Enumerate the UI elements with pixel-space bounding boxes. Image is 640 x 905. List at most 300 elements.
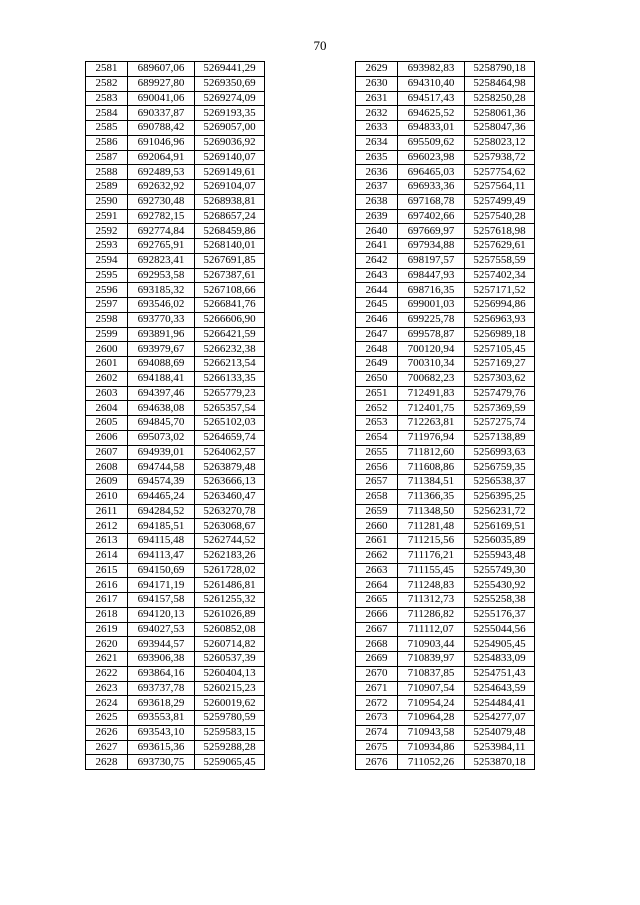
x-coordinate-cell: 694115,48 bbox=[128, 534, 195, 549]
point-number-cell: 2653 bbox=[356, 416, 398, 431]
y-coordinate-cell: 5254905,45 bbox=[465, 637, 535, 652]
table-row bbox=[356, 268, 535, 283]
x-coordinate-cell: 710839,97 bbox=[398, 652, 465, 667]
y-coordinate-cell: 5262744,52 bbox=[195, 534, 265, 549]
point-number-cell: 2588 bbox=[86, 165, 128, 180]
y-coordinate-cell: 5256169,51 bbox=[465, 519, 535, 534]
y-coordinate-cell: 5257558,59 bbox=[465, 253, 535, 268]
y-coordinate-cell: 5254643,59 bbox=[465, 681, 535, 696]
point-number-cell: 2584 bbox=[86, 106, 128, 121]
y-coordinate-cell: 5266232,38 bbox=[195, 342, 265, 357]
y-coordinate-cell: 5253984,11 bbox=[465, 740, 535, 755]
x-coordinate-cell: 694284,52 bbox=[128, 504, 195, 519]
x-coordinate-cell: 693770,33 bbox=[128, 312, 195, 327]
table-row bbox=[86, 283, 265, 298]
table-row bbox=[86, 209, 265, 224]
x-coordinate-cell: 710934,86 bbox=[398, 740, 465, 755]
x-coordinate-cell: 694310,40 bbox=[398, 76, 465, 91]
point-number-cell: 2662 bbox=[356, 548, 398, 563]
y-coordinate-cell: 5260215,23 bbox=[195, 681, 265, 696]
x-coordinate-cell: 712491,83 bbox=[398, 386, 465, 401]
table-row bbox=[356, 194, 535, 209]
point-number-cell: 2611 bbox=[86, 504, 128, 519]
point-number-cell: 2589 bbox=[86, 180, 128, 195]
x-coordinate-cell: 710903,44 bbox=[398, 637, 465, 652]
point-number-cell: 2647 bbox=[356, 327, 398, 342]
point-number-cell: 2656 bbox=[356, 460, 398, 475]
table-row bbox=[356, 209, 535, 224]
point-number-cell: 2597 bbox=[86, 298, 128, 313]
y-coordinate-cell: 5256538,37 bbox=[465, 475, 535, 490]
y-coordinate-cell: 5255430,92 bbox=[465, 578, 535, 593]
y-coordinate-cell: 5259780,59 bbox=[195, 711, 265, 726]
point-number-cell: 2651 bbox=[356, 386, 398, 401]
y-coordinate-cell: 5264062,57 bbox=[195, 445, 265, 460]
point-number-cell: 2623 bbox=[86, 681, 128, 696]
table-row bbox=[356, 283, 535, 298]
y-coordinate-cell: 5254833,09 bbox=[465, 652, 535, 667]
point-number-cell: 2591 bbox=[86, 209, 128, 224]
point-number-cell: 2661 bbox=[356, 534, 398, 549]
point-number-cell: 2673 bbox=[356, 711, 398, 726]
y-coordinate-cell: 5268657,24 bbox=[195, 209, 265, 224]
point-number-cell: 2586 bbox=[86, 135, 128, 150]
y-coordinate-cell: 5265779,23 bbox=[195, 386, 265, 401]
y-coordinate-cell: 5266213,54 bbox=[195, 357, 265, 372]
x-coordinate-cell: 710964,28 bbox=[398, 711, 465, 726]
y-coordinate-cell: 5255176,37 bbox=[465, 607, 535, 622]
point-number-cell: 2610 bbox=[86, 489, 128, 504]
table-row bbox=[356, 519, 535, 534]
x-coordinate-cell: 694833,01 bbox=[398, 121, 465, 136]
point-number-cell: 2635 bbox=[356, 150, 398, 165]
table-row bbox=[86, 755, 265, 770]
point-number-cell: 2642 bbox=[356, 253, 398, 268]
point-number-cell: 2599 bbox=[86, 327, 128, 342]
x-coordinate-cell: 696023,98 bbox=[398, 150, 465, 165]
table-row bbox=[86, 371, 265, 386]
table-row bbox=[356, 62, 535, 77]
table-row bbox=[356, 489, 535, 504]
table-row bbox=[86, 504, 265, 519]
table-row bbox=[356, 430, 535, 445]
y-coordinate-cell: 5269149,61 bbox=[195, 165, 265, 180]
point-number-cell: 2630 bbox=[356, 76, 398, 91]
point-number-cell: 2590 bbox=[86, 194, 128, 209]
point-number-cell: 2643 bbox=[356, 268, 398, 283]
y-coordinate-cell: 5266841,76 bbox=[195, 298, 265, 313]
x-coordinate-cell: 712401,75 bbox=[398, 401, 465, 416]
table-row bbox=[86, 519, 265, 534]
table-row bbox=[86, 430, 265, 445]
point-number-cell: 2604 bbox=[86, 401, 128, 416]
point-number-cell: 2672 bbox=[356, 696, 398, 711]
x-coordinate-cell: 697402,66 bbox=[398, 209, 465, 224]
x-coordinate-cell: 697669,97 bbox=[398, 224, 465, 239]
table-row bbox=[356, 180, 535, 195]
x-coordinate-cell: 693543,10 bbox=[128, 725, 195, 740]
point-number-cell: 2645 bbox=[356, 298, 398, 313]
x-coordinate-cell: 692064,91 bbox=[128, 150, 195, 165]
y-coordinate-cell: 5257479,76 bbox=[465, 386, 535, 401]
y-coordinate-cell: 5257754,62 bbox=[465, 165, 535, 180]
x-coordinate-cell: 711155,45 bbox=[398, 563, 465, 578]
y-coordinate-cell: 5263270,78 bbox=[195, 504, 265, 519]
x-coordinate-cell: 697934,88 bbox=[398, 239, 465, 254]
x-coordinate-cell: 694185,51 bbox=[128, 519, 195, 534]
table-row bbox=[86, 76, 265, 91]
x-coordinate-cell: 693864,16 bbox=[128, 666, 195, 681]
x-coordinate-cell: 698197,57 bbox=[398, 253, 465, 268]
x-coordinate-cell: 692823,41 bbox=[128, 253, 195, 268]
x-coordinate-cell: 693979,67 bbox=[128, 342, 195, 357]
table-row bbox=[356, 622, 535, 637]
table-row bbox=[86, 135, 265, 150]
y-coordinate-cell: 5265357,54 bbox=[195, 401, 265, 416]
table-row bbox=[356, 652, 535, 667]
point-number-cell: 2608 bbox=[86, 460, 128, 475]
table-row bbox=[356, 578, 535, 593]
point-number-cell: 2627 bbox=[86, 740, 128, 755]
x-coordinate-cell: 711112,07 bbox=[398, 622, 465, 637]
x-coordinate-cell: 696933,36 bbox=[398, 180, 465, 195]
x-coordinate-cell: 710943,58 bbox=[398, 725, 465, 740]
point-number-cell: 2606 bbox=[86, 430, 128, 445]
x-coordinate-cell: 689607,06 bbox=[128, 62, 195, 77]
x-coordinate-cell: 694027,53 bbox=[128, 622, 195, 637]
x-coordinate-cell: 692730,48 bbox=[128, 194, 195, 209]
table-row bbox=[356, 253, 535, 268]
point-number-cell: 2658 bbox=[356, 489, 398, 504]
point-number-cell: 2650 bbox=[356, 371, 398, 386]
table-row bbox=[356, 386, 535, 401]
table-row bbox=[356, 637, 535, 652]
point-number-cell: 2669 bbox=[356, 652, 398, 667]
y-coordinate-cell: 5256035,89 bbox=[465, 534, 535, 549]
table-row bbox=[356, 696, 535, 711]
table-row bbox=[86, 401, 265, 416]
y-coordinate-cell: 5257303,62 bbox=[465, 371, 535, 386]
point-number-cell: 2613 bbox=[86, 534, 128, 549]
y-coordinate-cell: 5269193,35 bbox=[195, 106, 265, 121]
x-coordinate-cell: 710954,24 bbox=[398, 696, 465, 711]
y-coordinate-cell: 5260852,08 bbox=[195, 622, 265, 637]
x-coordinate-cell: 693553,81 bbox=[128, 711, 195, 726]
y-coordinate-cell: 5257938,72 bbox=[465, 150, 535, 165]
point-number-cell: 2633 bbox=[356, 121, 398, 136]
x-coordinate-cell: 697168,78 bbox=[398, 194, 465, 209]
point-number-cell: 2600 bbox=[86, 342, 128, 357]
table-row bbox=[356, 725, 535, 740]
point-number-cell: 2620 bbox=[86, 637, 128, 652]
table-row bbox=[356, 711, 535, 726]
x-coordinate-cell: 694157,58 bbox=[128, 593, 195, 608]
table-row bbox=[356, 740, 535, 755]
y-coordinate-cell: 5266606,90 bbox=[195, 312, 265, 327]
x-coordinate-cell: 694625,52 bbox=[398, 106, 465, 121]
x-coordinate-cell: 711248,83 bbox=[398, 578, 465, 593]
x-coordinate-cell: 692489,53 bbox=[128, 165, 195, 180]
y-coordinate-cell: 5253870,18 bbox=[465, 755, 535, 770]
table-row bbox=[86, 180, 265, 195]
table-row bbox=[86, 666, 265, 681]
table-row bbox=[356, 460, 535, 475]
point-number-cell: 2671 bbox=[356, 681, 398, 696]
table-row bbox=[86, 445, 265, 460]
point-number-cell: 2587 bbox=[86, 150, 128, 165]
point-number-cell: 2676 bbox=[356, 755, 398, 770]
y-coordinate-cell: 5261728,02 bbox=[195, 563, 265, 578]
point-number-cell: 2628 bbox=[86, 755, 128, 770]
y-coordinate-cell: 5261026,89 bbox=[195, 607, 265, 622]
x-coordinate-cell: 692632,92 bbox=[128, 180, 195, 195]
table-row bbox=[86, 696, 265, 711]
table-row bbox=[86, 106, 265, 121]
point-number-cell: 2663 bbox=[356, 563, 398, 578]
point-number-cell: 2615 bbox=[86, 563, 128, 578]
page-number: 70 bbox=[313, 38, 327, 53]
y-coordinate-cell: 5258023,12 bbox=[465, 135, 535, 150]
y-coordinate-cell: 5254751,43 bbox=[465, 666, 535, 681]
table-row bbox=[86, 91, 265, 106]
point-number-cell: 2670 bbox=[356, 666, 398, 681]
point-number-cell: 2649 bbox=[356, 357, 398, 372]
table-row bbox=[86, 622, 265, 637]
y-coordinate-cell: 5257402,34 bbox=[465, 268, 535, 283]
y-coordinate-cell: 5255749,30 bbox=[465, 563, 535, 578]
y-coordinate-cell: 5255258,38 bbox=[465, 593, 535, 608]
x-coordinate-cell: 694150,69 bbox=[128, 563, 195, 578]
x-coordinate-cell: 711215,56 bbox=[398, 534, 465, 549]
y-coordinate-cell: 5257540,28 bbox=[465, 209, 535, 224]
y-coordinate-cell: 5269441,29 bbox=[195, 62, 265, 77]
y-coordinate-cell: 5256231,72 bbox=[465, 504, 535, 519]
point-number-cell: 2675 bbox=[356, 740, 398, 755]
table-row bbox=[86, 652, 265, 667]
y-coordinate-cell: 5257499,49 bbox=[465, 194, 535, 209]
y-coordinate-cell: 5261486,81 bbox=[195, 578, 265, 593]
point-number-cell: 2632 bbox=[356, 106, 398, 121]
table-row bbox=[86, 475, 265, 490]
y-coordinate-cell: 5260714,82 bbox=[195, 637, 265, 652]
table-row bbox=[356, 504, 535, 519]
y-coordinate-cell: 5269057,00 bbox=[195, 121, 265, 136]
point-number-cell: 2616 bbox=[86, 578, 128, 593]
point-number-cell: 2614 bbox=[86, 548, 128, 563]
table-row bbox=[86, 268, 265, 283]
point-number-cell: 2657 bbox=[356, 475, 398, 490]
point-number-cell: 2652 bbox=[356, 401, 398, 416]
table-row bbox=[356, 371, 535, 386]
x-coordinate-cell: 692765,91 bbox=[128, 239, 195, 254]
point-number-cell: 2598 bbox=[86, 312, 128, 327]
y-coordinate-cell: 5256989,18 bbox=[465, 327, 535, 342]
x-coordinate-cell: 693615,36 bbox=[128, 740, 195, 755]
x-coordinate-cell: 711281,48 bbox=[398, 519, 465, 534]
y-coordinate-cell: 5257629,61 bbox=[465, 239, 535, 254]
x-coordinate-cell: 711176,21 bbox=[398, 548, 465, 563]
y-coordinate-cell: 5269140,07 bbox=[195, 150, 265, 165]
x-coordinate-cell: 711812,60 bbox=[398, 445, 465, 460]
x-coordinate-cell: 700682,23 bbox=[398, 371, 465, 386]
x-coordinate-cell: 693944,57 bbox=[128, 637, 195, 652]
table-row bbox=[356, 593, 535, 608]
y-coordinate-cell: 5263068,67 bbox=[195, 519, 265, 534]
point-number-cell: 2596 bbox=[86, 283, 128, 298]
y-coordinate-cell: 5260019,62 bbox=[195, 696, 265, 711]
y-coordinate-cell: 5258061,36 bbox=[465, 106, 535, 121]
table-row bbox=[356, 607, 535, 622]
point-number-cell: 2605 bbox=[86, 416, 128, 431]
table-row bbox=[356, 91, 535, 106]
point-number-cell: 2618 bbox=[86, 607, 128, 622]
y-coordinate-cell: 5263879,48 bbox=[195, 460, 265, 475]
point-number-cell: 2617 bbox=[86, 593, 128, 608]
point-number-cell: 2655 bbox=[356, 445, 398, 460]
table-row bbox=[86, 386, 265, 401]
coordinates-table-left bbox=[85, 61, 265, 770]
table-row bbox=[86, 681, 265, 696]
table-row bbox=[86, 548, 265, 563]
x-coordinate-cell: 690337,87 bbox=[128, 106, 195, 121]
table-row bbox=[86, 194, 265, 209]
y-coordinate-cell: 5264659,74 bbox=[195, 430, 265, 445]
x-coordinate-cell: 694120,13 bbox=[128, 607, 195, 622]
x-coordinate-cell: 710907,54 bbox=[398, 681, 465, 696]
y-coordinate-cell: 5258464,98 bbox=[465, 76, 535, 91]
x-coordinate-cell: 692782,15 bbox=[128, 209, 195, 224]
point-number-cell: 2594 bbox=[86, 253, 128, 268]
point-number-cell: 2636 bbox=[356, 165, 398, 180]
point-number-cell: 2648 bbox=[356, 342, 398, 357]
table-row bbox=[356, 475, 535, 490]
x-coordinate-cell: 698447,93 bbox=[398, 268, 465, 283]
y-coordinate-cell: 5256395,25 bbox=[465, 489, 535, 504]
point-number-cell: 2667 bbox=[356, 622, 398, 637]
y-coordinate-cell: 5267691,85 bbox=[195, 253, 265, 268]
y-coordinate-cell: 5268938,81 bbox=[195, 194, 265, 209]
point-number-cell: 2659 bbox=[356, 504, 398, 519]
table-row bbox=[86, 711, 265, 726]
y-coordinate-cell: 5254484,41 bbox=[465, 696, 535, 711]
y-coordinate-cell: 5257369,59 bbox=[465, 401, 535, 416]
table-row bbox=[356, 312, 535, 327]
point-number-cell: 2612 bbox=[86, 519, 128, 534]
table-row bbox=[86, 637, 265, 652]
table-row bbox=[86, 357, 265, 372]
point-number-cell: 2625 bbox=[86, 711, 128, 726]
table-row bbox=[86, 312, 265, 327]
y-coordinate-cell: 5257138,89 bbox=[465, 430, 535, 445]
point-number-cell: 2629 bbox=[356, 62, 398, 77]
x-coordinate-cell: 692774,84 bbox=[128, 224, 195, 239]
y-coordinate-cell: 5256994,86 bbox=[465, 298, 535, 313]
point-number-cell: 2660 bbox=[356, 519, 398, 534]
point-number-cell: 2582 bbox=[86, 76, 128, 91]
x-coordinate-cell: 699578,87 bbox=[398, 327, 465, 342]
x-coordinate-cell: 694113,47 bbox=[128, 548, 195, 563]
table-row bbox=[356, 755, 535, 770]
point-number-cell: 2624 bbox=[86, 696, 128, 711]
y-coordinate-cell: 5259288,28 bbox=[195, 740, 265, 755]
point-number-cell: 2592 bbox=[86, 224, 128, 239]
x-coordinate-cell: 711312,73 bbox=[398, 593, 465, 608]
y-coordinate-cell: 5263666,13 bbox=[195, 475, 265, 490]
x-coordinate-cell: 692953,58 bbox=[128, 268, 195, 283]
table-row bbox=[86, 342, 265, 357]
x-coordinate-cell: 693737,78 bbox=[128, 681, 195, 696]
x-coordinate-cell: 693618,29 bbox=[128, 696, 195, 711]
y-coordinate-cell: 5254079,48 bbox=[465, 725, 535, 740]
y-coordinate-cell: 5255044,56 bbox=[465, 622, 535, 637]
table-row bbox=[356, 666, 535, 681]
x-coordinate-cell: 694638,08 bbox=[128, 401, 195, 416]
point-number-cell: 2664 bbox=[356, 578, 398, 593]
x-coordinate-cell: 694744,58 bbox=[128, 460, 195, 475]
point-number-cell: 2602 bbox=[86, 371, 128, 386]
table-row bbox=[356, 416, 535, 431]
point-number-cell: 2638 bbox=[356, 194, 398, 209]
table-row bbox=[356, 165, 535, 180]
table-row bbox=[356, 681, 535, 696]
table-row bbox=[86, 298, 265, 313]
table-row bbox=[356, 534, 535, 549]
table-row bbox=[356, 298, 535, 313]
y-coordinate-cell: 5256963,93 bbox=[465, 312, 535, 327]
point-number-cell: 2621 bbox=[86, 652, 128, 667]
x-coordinate-cell: 693730,75 bbox=[128, 755, 195, 770]
y-coordinate-cell: 5260537,39 bbox=[195, 652, 265, 667]
x-coordinate-cell: 695073,02 bbox=[128, 430, 195, 445]
table-row bbox=[356, 150, 535, 165]
table-row bbox=[86, 578, 265, 593]
table-row bbox=[356, 401, 535, 416]
x-coordinate-cell: 690788,42 bbox=[128, 121, 195, 136]
x-coordinate-cell: 693906,38 bbox=[128, 652, 195, 667]
table-row bbox=[356, 548, 535, 563]
y-coordinate-cell: 5269104,07 bbox=[195, 180, 265, 195]
x-coordinate-cell: 711286,82 bbox=[398, 607, 465, 622]
coordinates-table-right bbox=[355, 61, 535, 770]
y-coordinate-cell: 5259065,45 bbox=[195, 755, 265, 770]
y-coordinate-cell: 5260404,13 bbox=[195, 666, 265, 681]
point-number-cell: 2607 bbox=[86, 445, 128, 460]
y-coordinate-cell: 5266421,59 bbox=[195, 327, 265, 342]
table-row bbox=[86, 165, 265, 180]
point-number-cell: 2641 bbox=[356, 239, 398, 254]
point-number-cell: 2619 bbox=[86, 622, 128, 637]
x-coordinate-cell: 696465,03 bbox=[398, 165, 465, 180]
point-number-cell: 2601 bbox=[86, 357, 128, 372]
point-number-cell: 2666 bbox=[356, 607, 398, 622]
y-coordinate-cell: 5258250,28 bbox=[465, 91, 535, 106]
x-coordinate-cell: 694574,39 bbox=[128, 475, 195, 490]
y-coordinate-cell: 5254277,07 bbox=[465, 711, 535, 726]
x-coordinate-cell: 694171,19 bbox=[128, 578, 195, 593]
table-row bbox=[86, 489, 265, 504]
point-number-cell: 2603 bbox=[86, 386, 128, 401]
table-row bbox=[86, 740, 265, 755]
x-coordinate-cell: 711052,26 bbox=[398, 755, 465, 770]
table-row bbox=[356, 106, 535, 121]
y-coordinate-cell: 5259583,15 bbox=[195, 725, 265, 740]
table-row bbox=[86, 253, 265, 268]
point-number-cell: 2654 bbox=[356, 430, 398, 445]
point-number-cell: 2585 bbox=[86, 121, 128, 136]
x-coordinate-cell: 699225,78 bbox=[398, 312, 465, 327]
point-number-cell: 2609 bbox=[86, 475, 128, 490]
y-coordinate-cell: 5256759,35 bbox=[465, 460, 535, 475]
